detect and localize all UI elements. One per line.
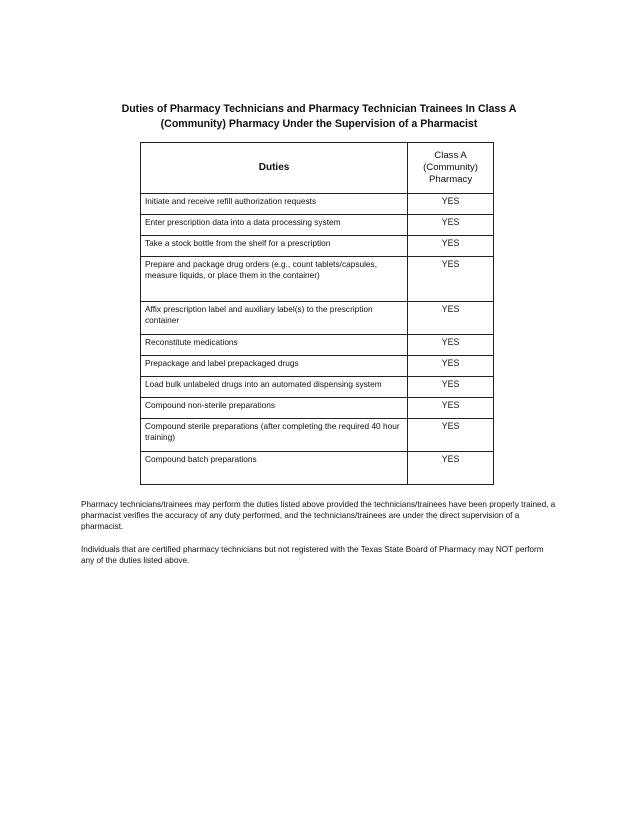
class-a-column-header bbox=[408, 143, 494, 194]
table-row bbox=[141, 215, 494, 236]
duty-cell: Initiate and receive refill authorization requests bbox=[141, 194, 408, 215]
class-header-line-3: Pharmacy bbox=[428, 174, 473, 185]
table-header-row bbox=[141, 143, 494, 194]
permission-cell: YES bbox=[408, 215, 494, 236]
duty-cell: Compound sterile preparations (after completing the required 40 hour training) bbox=[141, 419, 408, 452]
duty-cell: Load bulk unlabeled drugs into an automated dispensing system bbox=[141, 377, 408, 398]
table-row bbox=[141, 257, 494, 302]
document-title bbox=[80, 102, 558, 132]
duty-cell: Compound non-sterile preparations bbox=[141, 398, 408, 419]
duties-column-header: Duties bbox=[141, 143, 408, 194]
duty-cell: Reconstitute medications bbox=[141, 335, 408, 356]
duties-table bbox=[140, 142, 494, 485]
permission-cell: YES bbox=[408, 377, 494, 398]
duty-cell: Compound batch preparations bbox=[141, 452, 408, 485]
permission-cell: YES bbox=[408, 419, 494, 452]
table-row bbox=[141, 398, 494, 419]
table-row bbox=[141, 194, 494, 215]
permission-cell: YES bbox=[408, 356, 494, 377]
class-header-line-1: Class A bbox=[434, 150, 467, 161]
duty-cell: Enter prescription data into a data processing system bbox=[141, 215, 408, 236]
table-row bbox=[141, 236, 494, 257]
title-line-1: Duties of Pharmacy Technicians and Pharmacy Technician Trainees In Class A bbox=[121, 103, 517, 115]
table-row bbox=[141, 302, 494, 335]
duty-cell: Prepare and package drug orders (e.g., count tablets/capsules, measure liquids, or place them in the container) bbox=[141, 257, 408, 302]
table-row bbox=[141, 377, 494, 398]
table-row bbox=[141, 356, 494, 377]
title-line-2: (Community) Pharmacy Under the Supervision of a Pharmacist bbox=[160, 118, 478, 130]
permission-cell: YES bbox=[408, 302, 494, 335]
table-row bbox=[141, 452, 494, 485]
permission-cell: YES bbox=[408, 257, 494, 302]
supervision-note: Pharmacy technicians/trainees may perform the duties listed above provided the technicians/trainees have been properly trained, a pharmacist verifies the accuracy of any duty performed, and the technicians/trainees are under the direct supervision of a pharmacist. bbox=[81, 500, 556, 531]
permission-cell: YES bbox=[408, 335, 494, 356]
duty-cell: Prepackage and label prepackaged drugs bbox=[141, 356, 408, 377]
class-header-line-2: (Community) bbox=[423, 162, 478, 173]
permission-cell: YES bbox=[408, 236, 494, 257]
table-row bbox=[141, 335, 494, 356]
certification-note: Individuals that are certified pharmacy technicians but not registered with the Texas State Board of Pharmacy may NOT perform any of the duties listed above. bbox=[81, 545, 544, 565]
duty-cell: Affix prescription label and auxiliary label(s) to the prescription container bbox=[141, 302, 408, 335]
permission-cell: YES bbox=[408, 194, 494, 215]
permission-cell: YES bbox=[408, 452, 494, 485]
table-row bbox=[141, 419, 494, 452]
permission-cell: YES bbox=[408, 398, 494, 419]
duty-cell: Take a stock bottle from the shelf for a prescription bbox=[141, 236, 408, 257]
